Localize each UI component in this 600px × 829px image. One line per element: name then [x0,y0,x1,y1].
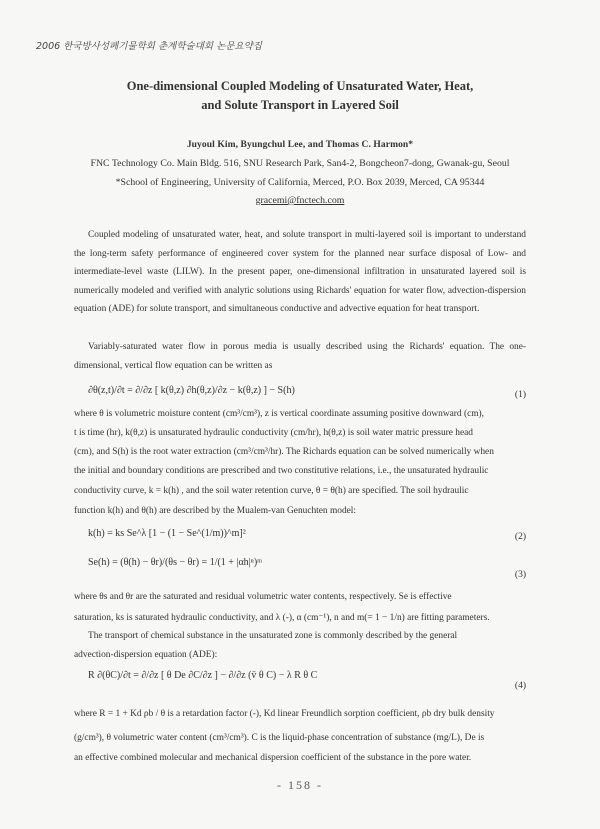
text-line: function k(h) and θ(h) are described by the Mualem-van Genuchten model: [74,506,356,516]
affiliation-2: *School of Engineering, University of California, Merced, P.O. Box 2039, Merced, CA 95344 [115,177,485,188]
equation-3-number: (3) [514,570,526,580]
abstract-paragraph-1: Coupled modeling of unsaturated water, heat, and solute transport in multi-layered soil is important to understand the long-term safety performance of engineered cover system for the planned near surface disposal of Low- and intermediate-level waste (LILW). In the present paper, one-dimensional infiltration in unsaturated layered soil is numerically modeled and verified with analytic solutions using Richards' equation for water flow, advection-dispersion equation (ADE) for solute transport, and simultaneous conductive and advective equation for heat transport. [74,230,526,315]
author-list: Juyoul Kim, Byungchul Lee, and Thomas C. Harmon* [186,140,414,150]
text-line: (g/cm³), θ volumetric water content (cm³/cm³). C is the liquid-phase concentration of substance (mg/L), De is [74,733,485,743]
equation-4-number: (4) [514,681,526,691]
text-line: t is time (hr), k(θ,z) is unsaturated hydraulic conductivity (cm/hr), h(θ,z) is soil water matric pressure head [74,428,473,438]
affiliation-1: FNC Technology Co. Main Bldg. 516, SNU Research Park, San4-2, Bongcheon7-dong, Gwanak-gu, Seoul [90,158,510,169]
equation-2: k(h) = ks Se^λ [1 − (1 − Se^(1/m))^m]² [88,528,246,539]
equation-1: ∂θ(z,t)/∂t = ∂/∂z [ k(θ,z) ∂h(θ,z)/∂z − k(θ,z) ] − S(h) [88,385,295,396]
text-line: The transport of chemical substance in the unsaturated zone is commonly described by the general [88,631,458,641]
page-number: - 158 - [277,778,323,792]
text-line: saturation, ks is saturated hydraulic conductivity, and λ (-), α (cm⁻¹), n and m(= 1 − 1/n) are fitting parameters. [74,613,490,623]
equation-2-number: (2) [514,532,526,542]
text-line: (cm), and S(h) is the root water extraction (cm³/cm³/hr). The Richards equation can be solved numerically when [74,447,494,457]
text-line: where R = 1 + Kd ρb / θ is a retardation factor (-), Kd linear Freundlich sorption coefficient, ρb dry bulk density [74,709,495,719]
equation-1-number: (1) [514,390,526,400]
paper-title-line2: and Solute Transport in Layered Soil [201,98,399,112]
equation-3: Se(h) = (θ(h) − θr)/(θs − θr) = 1/(1 + |αh|ⁿ)ᵐ [88,557,263,568]
contact-email[interactable]: gracemi@fnctech.com [255,195,345,206]
text-line: where θ is volumetric moisture content (cm³/cm³), z is vertical coordinate assuming positive downward (cm), [74,409,484,419]
equation-4: R ∂(θC)/∂t = ∂/∂z [ θ De ∂C/∂z ] − ∂/∂z (v̄ θ C) − λ R θ C [88,670,318,681]
text-line: where θs and θr are the saturated and residual volumetric water contents, respectively. Se is effective [74,592,452,602]
text-line: the initial and boundary conditions are prescribed and two constitutive relations, i.e., the unsaturated hydraulic [74,466,489,476]
text-line: conductivity curve, k = k(h) , and the soil water retention curve, θ = θ(h) are specified. The soil hydraulic [74,486,469,496]
paper-title-line1: One-dimensional Coupled Modeling of Unsaturated Water, Heat, [126,79,474,93]
text-line: an effective combined molecular and mechanical dispersion coefficient of the substance in the pore water. [74,753,472,763]
text-line: advection-dispersion equation (ADE): [74,650,218,660]
abstract-paragraph-2: Variably-saturated water flow in porous media is usually described using the Richards' equation. The one-dimensional, vertical flow equation can be written as [74,342,526,371]
running-header: 2006 한국방사성폐기물학회 춘계학술대회 논문요약집 [36,41,262,52]
